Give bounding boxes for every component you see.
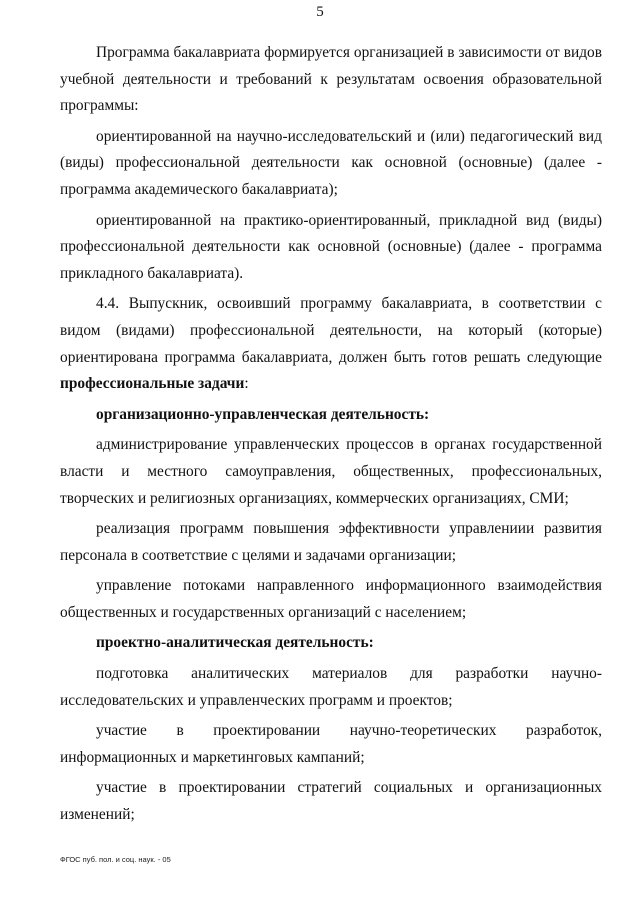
graduate-tasks-text: 4.4. Выпускник, освоивший программу бакалавриата, в соответствии с видом (видами) профессиональной деятельности, на который (которые) ориентирована программа бакалавриата, должен быть готов решать следующие — [60, 295, 602, 366]
page-number: 5 — [316, 4, 324, 20]
footer-document-code: ФГОС пуб. пол. и соц. наук. - 05 — [60, 855, 171, 864]
paragraph-academic-bachelor: ориентированной на научно-исследовательский и (или) педагогический вид (виды) профессиональной деятельности как основной (основные) (далее - программа академического бакалавриата); — [60, 127, 602, 198]
list-item: подготовка аналитических материалов для разработки научно-исследовательских и управленческих программ и проектов; — [60, 665, 602, 709]
paragraph-graduate-tasks — [60, 291, 602, 397]
paragraph-intro: Программа бакалавриата формируется организацией в зависимости от видов учебной деятельности и требований к результатам освоения образовательной программы: — [60, 44, 602, 115]
list-item: администрирование управленческих процессов в органах государственной власти и местного самоуправления, общественных, профессиональных, творческих и религиозных организациях, коммерческих организациях, СМИ; — [60, 436, 602, 507]
list-item: управление потоками направленного информационного взаимодействия общественных и государственных организаций с населением; — [60, 577, 602, 621]
professional-tasks-term: профессиональные задачи — [60, 375, 245, 393]
graduate-tasks-colon: : — [244, 375, 249, 393]
heading-organizational-management: организационно-управленческая деятельность: — [96, 405, 430, 423]
list-item: участие в проектировании научно-теоретических разработок, информационных и маркетинговых кампаний; — [60, 722, 602, 766]
list-item: участие в проектировании стратегий социальных и организационных изменений; — [60, 779, 602, 824]
heading-design-analytical: проектно-аналитическая деятельность: — [96, 634, 374, 652]
list-item: реализация программ повышения эффективности управлениии развития персонала в соответствие с целями и задачами организации; — [60, 520, 602, 564]
document-body — [60, 40, 602, 833]
paragraph-applied-bachelor: ориентированной на практико-ориентированный, прикладной вид (виды) профессиональной деятельности как основной (основные) (далее - программа прикладного бакалавриата). — [60, 211, 602, 282]
